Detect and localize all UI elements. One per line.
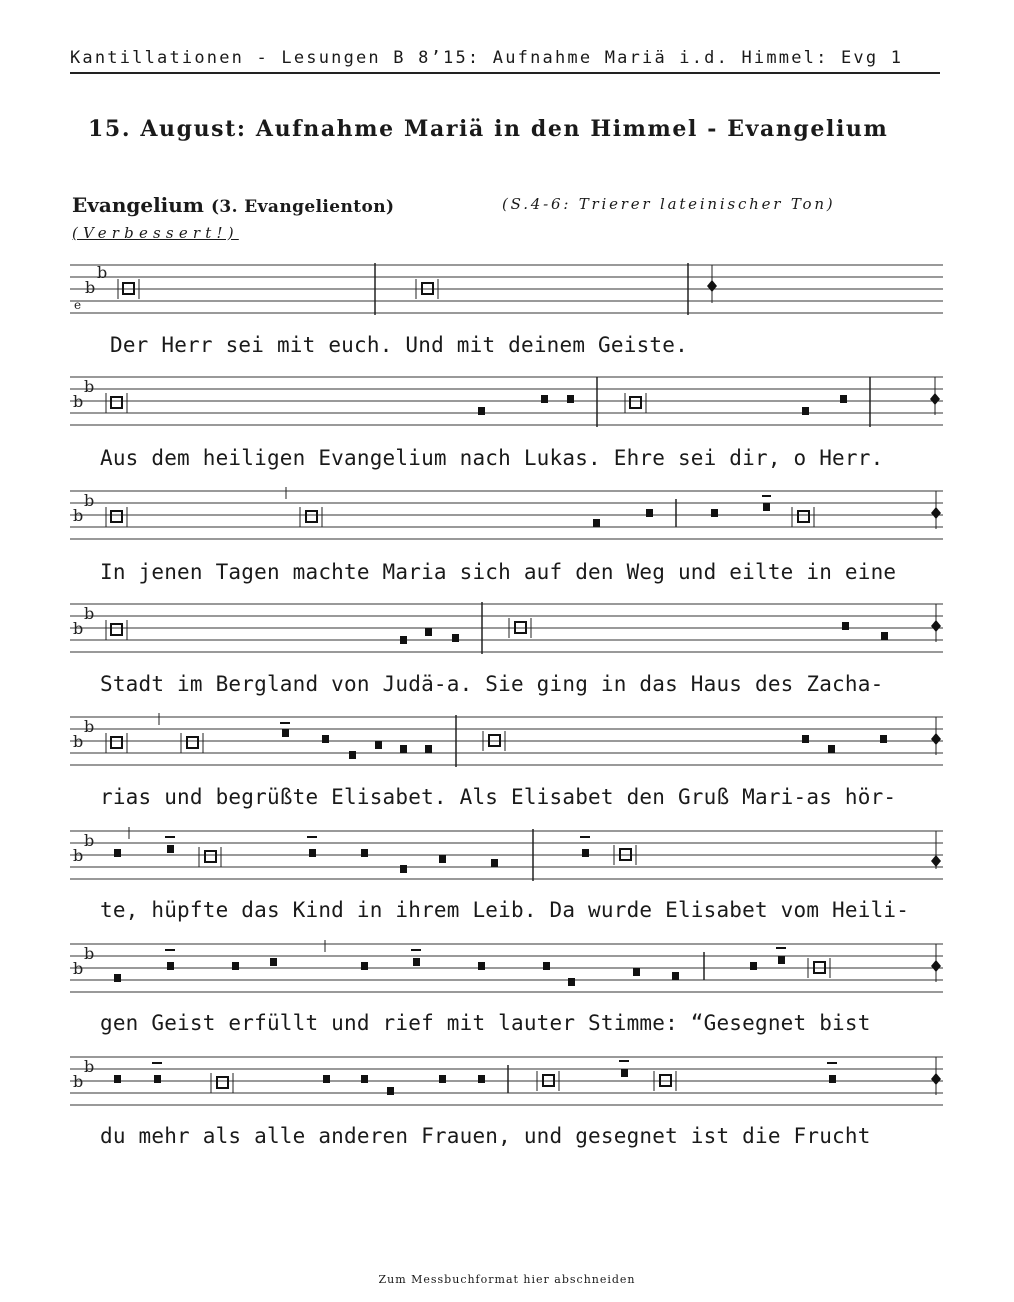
square-note-icon — [167, 845, 174, 853]
diamond-final-note-icon — [931, 831, 941, 869]
flat-clef-icon: b — [85, 278, 96, 297]
hollow-square-recitation-icon — [106, 733, 127, 753]
square-note-icon — [361, 1075, 368, 1083]
flat-clef-icon: b — [73, 732, 84, 751]
square-note-icon — [282, 729, 289, 737]
square-note-icon — [439, 855, 446, 863]
flat-clef-icon: b — [97, 263, 108, 282]
square-note-icon — [413, 958, 420, 966]
square-note-icon — [881, 632, 888, 640]
square-note-icon — [802, 407, 809, 415]
hollow-square-recitation-icon — [300, 507, 322, 527]
hollow-square-recitation-icon — [106, 507, 127, 527]
music-staff — [70, 373, 943, 435]
square-note-icon — [646, 509, 653, 517]
square-note-icon — [167, 962, 174, 970]
square-note-icon — [400, 636, 407, 644]
square-note-icon — [400, 745, 407, 753]
diamond-final-note-icon — [931, 1057, 941, 1095]
hollow-square-recitation-icon — [199, 847, 221, 867]
flat-clef-icon: b — [73, 959, 84, 978]
hollow-square-recitation-icon — [106, 393, 127, 413]
square-note-icon — [478, 1075, 485, 1083]
square-note-icon — [621, 1069, 628, 1077]
correction-note: (Verbessert!) — [72, 224, 239, 242]
square-note-icon — [593, 519, 600, 527]
hollow-square-recitation-icon — [211, 1073, 233, 1093]
flat-clef-icon: b — [73, 846, 84, 865]
flat-clef-icon: b — [73, 392, 84, 411]
square-note-icon — [323, 1075, 330, 1083]
music-staff — [70, 713, 943, 775]
square-note-icon — [361, 849, 368, 857]
square-note-icon — [842, 622, 849, 630]
square-note-icon — [672, 972, 679, 980]
square-note-icon — [425, 628, 432, 636]
square-note-icon — [452, 634, 459, 642]
square-note-icon — [568, 978, 575, 986]
flat-clef-icon: b — [84, 1057, 95, 1076]
diamond-final-note-icon — [931, 604, 941, 642]
square-note-icon — [750, 962, 757, 970]
flat-clef-icon: b — [84, 944, 95, 963]
lyric-line: du mehr als alle anderen Frauen, und gesegnet ist die Frucht — [100, 1124, 871, 1148]
hollow-square-recitation-icon — [625, 393, 646, 413]
square-note-icon — [828, 745, 835, 753]
square-note-icon — [829, 1075, 836, 1083]
square-note-icon — [541, 395, 548, 403]
lyric-line: gen Geist erfüllt und rief mit lauter Stimme: “Gesegnet bist — [100, 1011, 871, 1035]
flat-clef-icon: b — [73, 1072, 84, 1091]
square-note-icon — [439, 1075, 446, 1083]
flat-clef-icon: b — [84, 717, 95, 736]
square-note-icon — [425, 745, 432, 753]
section-heading-label: Evangelium — [72, 193, 204, 217]
square-note-icon — [478, 407, 485, 415]
music-staff — [70, 255, 943, 317]
square-note-icon — [154, 1075, 161, 1083]
lyric-line: te, hüpfte das Kind in ihrem Leib. Da wurde Elisabet vom Heili- — [100, 898, 910, 922]
flat-clef-icon: b — [84, 491, 95, 510]
square-note-icon — [478, 962, 485, 970]
music-staff — [70, 827, 943, 889]
square-note-icon — [567, 395, 574, 403]
square-note-icon — [114, 849, 121, 857]
square-note-icon — [543, 962, 550, 970]
music-staff — [70, 600, 943, 662]
square-note-icon — [778, 956, 785, 964]
flat-clef-icon: b — [84, 604, 95, 623]
square-note-icon — [375, 741, 382, 749]
lyric-line: In jenen Tagen machte Maria sich auf den Weg und eilte in eine — [100, 560, 897, 584]
square-note-icon — [633, 968, 640, 976]
diamond-final-note-icon — [707, 265, 717, 303]
square-note-icon — [802, 735, 809, 743]
lyric-line: Stadt im Bergland von Judä-a. Sie ging in das Haus des Zacha- — [100, 672, 884, 696]
header-rule — [70, 72, 940, 74]
square-note-icon — [711, 509, 718, 517]
square-note-icon — [582, 849, 589, 857]
square-note-icon — [270, 958, 277, 966]
square-note-icon — [232, 962, 239, 970]
music-staff — [70, 940, 943, 1002]
diamond-final-note-icon — [931, 717, 941, 755]
tone-label: (3. Evangelienton) — [210, 197, 395, 217]
diamond-final-note-icon — [931, 944, 941, 982]
lyric-line: Der Herr sei mit euch. Und mit deinem Geiste. — [110, 333, 688, 357]
hollow-square-recitation-icon — [181, 733, 203, 753]
flat-clef-icon: b — [73, 506, 84, 525]
square-note-icon — [361, 962, 368, 970]
square-note-icon — [349, 751, 356, 759]
flat-clef-icon: b — [73, 619, 84, 638]
flat-clef-icon: b — [84, 831, 95, 850]
square-note-icon — [387, 1087, 394, 1095]
square-note-icon — [114, 1075, 121, 1083]
running-head: Kantillationen - Lesungen B 8’15: Aufnahme Mariä i.d. Himmel: Evg 1 — [70, 48, 904, 68]
diamond-final-note-icon — [931, 491, 941, 529]
music-staff — [70, 1053, 943, 1115]
square-note-icon — [400, 865, 407, 873]
footer-note: Zum Messbuchformat hier abschneiden — [378, 1273, 636, 1286]
square-note-icon — [763, 503, 770, 511]
lyric-line: rias und begrüßte Elisabet. Als Elisabet den Gruß Mari-as hör- — [100, 785, 897, 809]
square-note-icon — [880, 735, 887, 743]
hollow-square-recitation-icon — [792, 507, 814, 527]
diamond-final-note-icon — [930, 377, 940, 415]
square-note-icon — [491, 859, 498, 867]
square-note-icon — [114, 974, 121, 982]
page-title: 15. August: Aufnahme Mariä in den Himmel - Evangelium — [88, 116, 889, 142]
source-note: (S.4-6: Trierer lateinischer Ton) — [502, 195, 836, 213]
square-note-icon — [322, 735, 329, 743]
square-note-icon — [840, 395, 847, 403]
music-staff — [70, 487, 943, 549]
lyric-line: Aus dem heiligen Evangelium nach Lukas. Ehre sei dir, o Herr. — [100, 446, 884, 470]
clef-mark-icon: e — [74, 298, 82, 312]
flat-clef-icon: b — [84, 377, 95, 396]
square-note-icon — [309, 849, 316, 857]
hollow-square-recitation-icon — [106, 620, 127, 640]
section-heading — [72, 193, 394, 217]
